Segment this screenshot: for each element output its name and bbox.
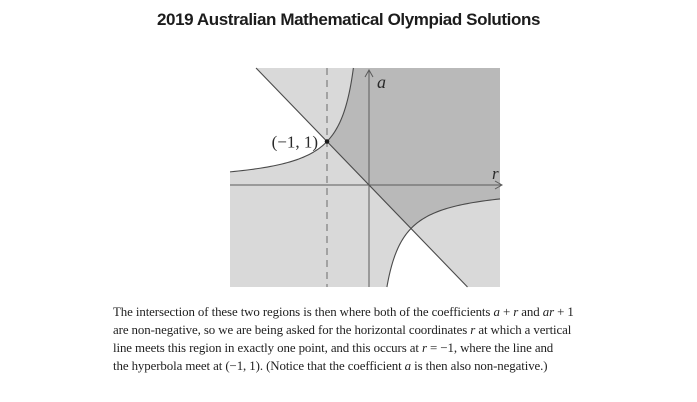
a-axis-label: a — [377, 72, 386, 92]
solution-paragraph — [113, 303, 621, 375]
intersection-point — [325, 139, 330, 144]
math-figure — [230, 68, 500, 287]
paragraph-line: the hyperbola meet at (−1, 1). (Notice that the coefficient a is then also non-negative.) — [113, 359, 548, 374]
page-title: 2019 Australian Mathematical Olympiad Solutions — [156, 10, 541, 29]
region-plot — [230, 68, 506, 287]
r-axis-label: r — [492, 164, 499, 183]
paragraph-line: line meets this region in exactly one point, and this occurs at r = −1, where the line and — [113, 341, 554, 356]
point-label: (−1, 1) — [271, 132, 318, 152]
paragraph-line: are non-negative, so we are being asked for the horizontal coordinates r at which a vertical — [113, 323, 572, 338]
paragraph-line: The intersection of these two regions is then where both of the coefficients a + r and ar + 1 — [113, 305, 574, 319]
